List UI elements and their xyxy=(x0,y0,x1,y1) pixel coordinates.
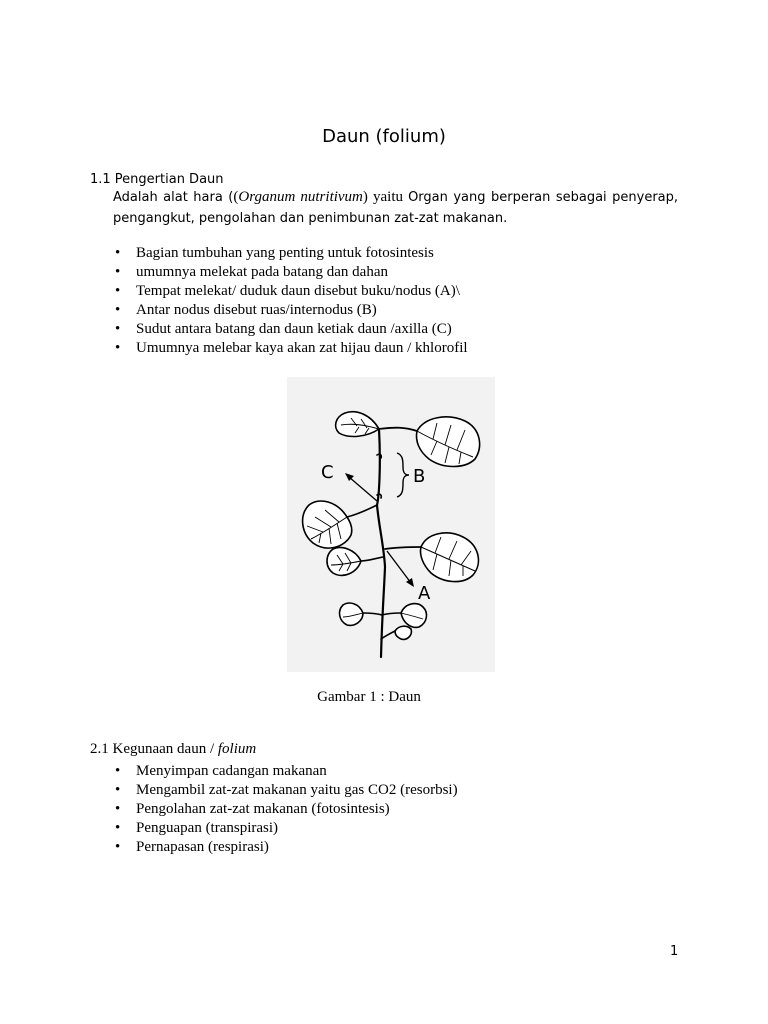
list-item: • Menyimpan cadangan makanan xyxy=(113,762,458,781)
definition-lead: Adalah alat hara ( xyxy=(113,190,234,205)
list-item: • Pengolahan zat-zat makanan (fotosintesis) xyxy=(113,800,458,819)
leaf-top-left xyxy=(336,412,379,437)
leaf-left-large xyxy=(303,501,352,548)
label-c: C xyxy=(321,462,334,483)
bracket-b xyxy=(397,453,409,497)
list-item: • umumnya melekat pada batang dan dahan xyxy=(113,263,468,282)
list-item: • Bagian tumbuhan yang penting untuk fotosintesis xyxy=(113,244,468,263)
page-number: 1 xyxy=(670,944,679,959)
label-a: A xyxy=(418,583,431,604)
list-item: • Antar nodus disebut ruas/internodus (B) xyxy=(113,301,468,320)
arrow-c xyxy=(345,473,377,501)
definition-close-paren: ) xyxy=(362,189,368,205)
definition-paragraph xyxy=(113,187,678,229)
heading-italic: folium xyxy=(217,741,257,757)
leaf-bottom-right xyxy=(401,604,426,628)
page-title: Daun (folium) xyxy=(322,126,446,147)
definition-open-paren: ( xyxy=(233,189,239,205)
list-item: • Tempat melekat/ duduk daun disebut buku/nodus (A)\ xyxy=(113,282,468,301)
list-item: • Umumnya melebar kaya akan zat hijau daun / khlorofil xyxy=(113,339,468,358)
leaf-figure xyxy=(287,377,495,672)
definition-latin-term: Organum nutritivum xyxy=(238,189,363,205)
list-item: • Mengambil zat-zat makanan yaitu gas CO2 (resorbsi) xyxy=(113,781,458,800)
list-item: • Pernapasan (respirasi) xyxy=(113,838,458,857)
leaf-top-right xyxy=(417,417,480,467)
figure-caption: Gambar 1 : Daun xyxy=(317,689,421,705)
leaf-bottom-small xyxy=(395,626,411,639)
leaf-left-middle xyxy=(327,548,361,576)
definition-yaitu: yaitu xyxy=(367,189,409,205)
list-item: • Sudut antara batang dan daun ketiak daun /axilla (C) xyxy=(113,320,468,339)
section-heading-pengertian: 1.1 Pengertian Daun xyxy=(90,172,224,187)
leaf-bottom-left xyxy=(340,603,363,625)
section-heading-kegunaan xyxy=(90,741,256,758)
leaf-uses-list xyxy=(113,762,458,857)
arrow-a xyxy=(387,551,414,587)
list-item: • Penguapan (transpirasi) xyxy=(113,819,458,838)
leaf-right-middle xyxy=(420,533,478,582)
heading-prefix: 2.1 Kegunaan daun / xyxy=(90,741,218,757)
plant-illustration xyxy=(287,377,495,672)
definition-rest: Organ yang berperan sebagai penyerap, pengangkut, pengolahan dan penimbunan zat-zat makanan. xyxy=(113,190,679,226)
main-stem xyxy=(377,429,385,657)
label-b: B xyxy=(413,466,426,487)
leaf-characteristics-list xyxy=(113,244,468,358)
